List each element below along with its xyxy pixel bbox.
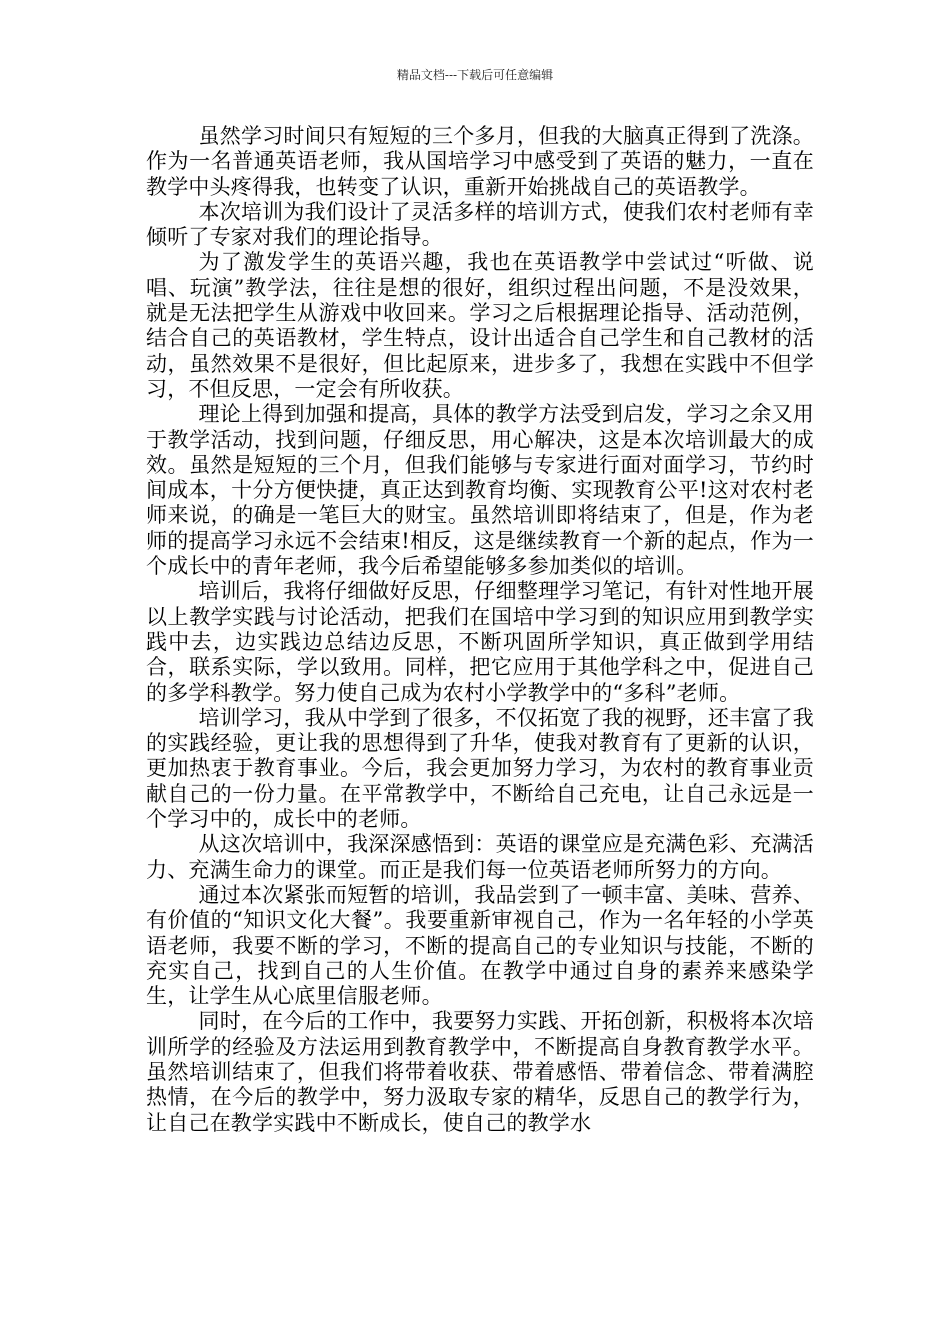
paragraph-9: 同时，在今后的工作中，我要努力实践、开拓创新，积极将本次培训所学的经验及方法运用到教育教学中，不断提高自身教育教学水平。虽然培训结束了，但我们将带着收获、带着感悟、带着信念、带着满腔热情，在今后的教学中，努力汲取专家的精华，反思自己的教学行为，让自己在教学实践中不断成长，使自己的教学水 [146,1009,814,1135]
paragraph-2: 本次培训为我们设计了灵活多样的培训方式，使我们农村老师有幸倾听了专家对我们的理论指导。 [146,199,814,250]
paragraph-5: 培训后，我将仔细做好反思，仔细整理学习笔记，有针对性地开展以上教学实践与讨论活动，把我们在国培中学习到的知识应用到教学实践中去，边实践边总结边反思，不断巩固所学知识，真正做到学用结合，联系实际，学以致用。同样，把它应用于其他学科之中，促进自己的多学科教学。努力使自己成为农村小学教学中的“多科”老师。 [146,579,814,705]
paragraph-3: 为了激发学生的英语兴趣，我也在英语教学中尝试过“听做、说唱、玩演”教学法，往往是想的很好，组织过程出问题，不是没效果，就是无法把学生从游戏中收回来。学习之后根据理论指导、活动范例，结合自己的英语教材，学生特点，设计出适合自己学生和自己教材的活动，虽然效果不是很好，但比起原来，进步多了，我想在实践中不但学习，不但反思，一定会有所收获。 [146,250,814,401]
paragraph-7: 从这次培训中，我深深感悟到：英语的课堂应是充满色彩、充满活力、充满生命力的课堂。而正是我们每一位英语老师所努力的方向。 [146,832,814,882]
paragraph-4: 理论上得到加强和提高，具体的教学方法受到启发，学习之余又用于教学活动，找到问题，仔细反思，用心解决，这是本次培训最大的成效。虽然是短短的三个月，但我们能够与专家进行面对面学习，节约时间成本，十分方便快捷，真正达到教育均衡、实现教育公平!这对农村老师来说，的确是一笔巨大的财宝。虽然培训即将结束了，但是，作为老师的提高学习永远不会结束!相反，这是继续教育一个新的起点，作为一个成长中的青年老师，我今后希望能够多参加类似的培训。 [146,402,814,579]
page-header: 精品文档---下载后可任意编辑 [396,68,554,82]
paragraph-1: 虽然学习时间只有短短的三个多月，但我的大脑真正得到了洗涤。作为一名普通英语老师，我从国培学习中感受到了英语的魅力，一直在教学中头疼得我，也转变了认识，重新开始挑战自己的英语教学。 [146,124,814,199]
document-body [146,124,814,1136]
paragraph-6: 培训学习，我从中学到了很多，不仅拓宽了我的视野，还丰富了我的实践经验，更让我的思想得到了升华，使我对教育有了更新的认识，更加热衷于教育事业。今后，我会更加努力学习，为农村的教育事业贡献自己的一份力量。在平常教学中，不断给自己充电，让自己永远是一个学习中的，成长中的老师。 [146,705,814,832]
paragraph-8: 通过本次紧张而短暂的培训，我品尝到了一顿丰富、美味、营养、有价值的“知识文化大餐”。我要重新审视自己，作为一名年轻的小学英语老师，我要不断的学习，不断的提高自己的专业知识与技能，不断的充实自己，找到自己的人生价值。在教学中通过自身的素养来感染学生，让学生从心底里信服老师。 [146,882,814,1009]
